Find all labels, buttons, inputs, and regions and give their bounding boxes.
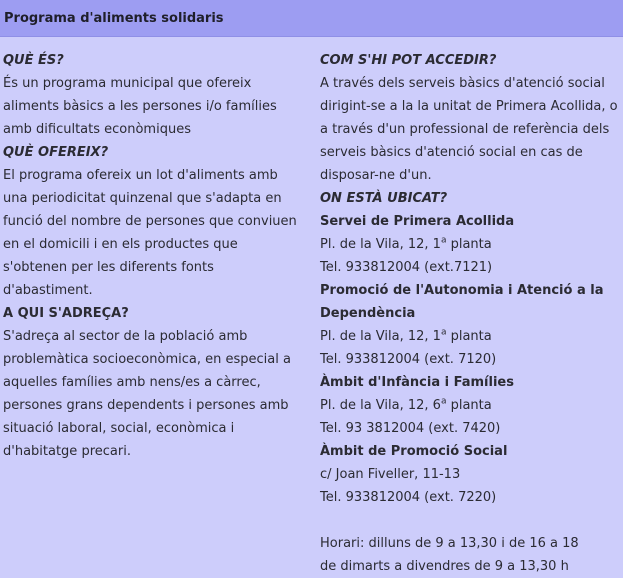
- page-title: Programa d'aliments solidaris: [4, 10, 224, 26]
- spacer: [320, 509, 620, 532]
- content-area: [0, 37, 623, 574]
- who-for-text: S'adreça al sector de la població amb problemàtica socioeconòmica, en especial a aquelles famílies amb nens/es a càrrec, persones grans dependents i persones amb situació laboral, social, econòmica i d'habitatge precari.: [3, 329, 291, 459]
- who-for-heading: A QUI S'ADREÇA?: [3, 306, 129, 321]
- hours-line-2: de dimarts a divendres de 9 a 13,30 h: [320, 559, 569, 574]
- location-heading: ON ESTÀ UBICAT?: [320, 191, 448, 206]
- what-offers-heading: QUÈ OFEREIX?: [3, 145, 109, 160]
- hours-line-1: Horari: dilluns de 9 a 13,30 i de 16 a 18: [320, 536, 579, 551]
- what-offers-text: El programa ofereix un lot d'aliments amb una periodicitat quinzenal que s'adapta en funció del nombre de persones que conviuen en el domicili i en els productes que s'obtenen per les diferents fonts d'abastiment.: [3, 168, 297, 298]
- office-infancia-phone: Tel. 93 3812004 (ext. 7420): [320, 421, 501, 436]
- what-is-heading: QUÈ ÉS?: [3, 53, 64, 68]
- office-autonomia-address: Pl. de la Vila, 12, 1$^a$ planta: [320, 327, 492, 344]
- office-infancia-address: Pl. de la Vila, 12, 6$^a$ planta: [320, 396, 492, 413]
- office-promocio-social-address: c/ Joan Fiveller, 11-13: [320, 467, 461, 482]
- office-infancia-name: Àmbit d'Infància i Famílies: [320, 375, 514, 390]
- office-promocio-social-phone: Tel. 933812004 (ext. 7220): [320, 490, 497, 505]
- office-autonomia-phone: Tel. 933812004 (ext. 7120): [320, 352, 497, 367]
- what-is-text: És un programa municipal que ofereix aliments bàsics a les persones i/o famílies amb dificultats econòmiques: [3, 76, 277, 137]
- office-primera-acollida-address: Pl. de la Vila, 12, 1$^a$ planta: [320, 235, 492, 252]
- office-promocio-social-name: Àmbit de Promoció Social: [320, 444, 508, 459]
- office-primera-acollida-phone: Tel. 933812004 (ext.7121): [320, 260, 493, 275]
- office-autonomia-name: Promoció de l'Autonomia i Atenció a la Dependència: [320, 283, 604, 321]
- left-column: [3, 49, 305, 463]
- how-access-heading: COM S'HI POT ACCEDIR?: [320, 53, 497, 68]
- page-header: [0, 0, 623, 37]
- office-primera-acollida-name: Servei de Primera Acollida: [320, 214, 515, 229]
- right-column: [320, 49, 620, 578]
- how-access-text: A través dels serveis bàsics d'atenció social dirigint-se a la la unitat de Primera Acollida, o a través d'un professional de referència dels serveis bàsics d'atenció social en cas de disposar-ne d'un.: [320, 76, 618, 183]
